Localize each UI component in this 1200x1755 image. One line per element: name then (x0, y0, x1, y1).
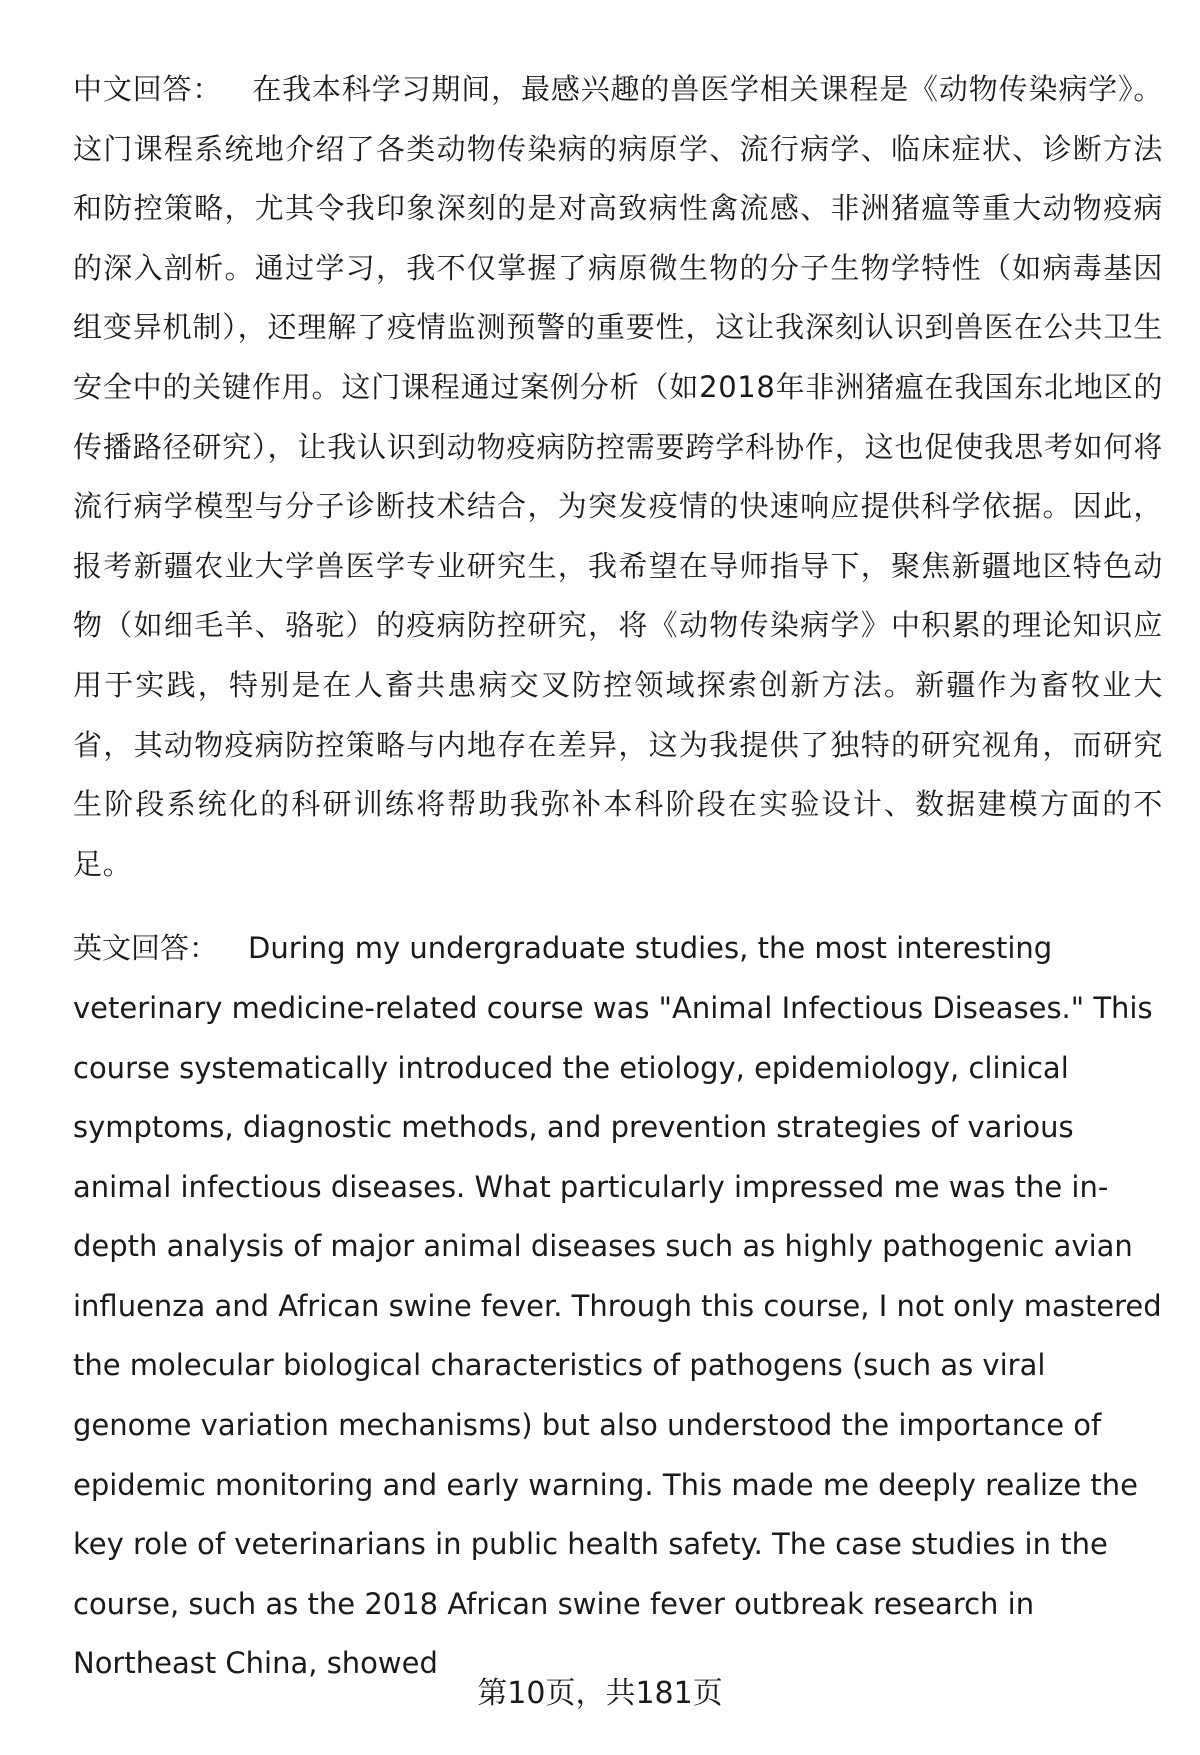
document-body (73, 60, 1163, 1694)
english-answer-paragraph (73, 919, 1163, 1694)
english-answer-label: 英文回答： (73, 931, 219, 966)
chinese-answer-paragraph (73, 60, 1163, 894)
english-answer-text: During my undergraduate studies, the most interesting veterinary medicine-related course was "Animal Infectious Diseases." This course systematically introduced the etiology, epidemiology, clinical symptoms, diagnostic methods, and prevention strategies of various animal infectious diseases. What particularly impressed me was the in-depth analysis of major animal diseases such as highly pathogenic avian influenza and African swine fever. Through this course, I not only mastered the molecular biological characteristics of pathogens (such as viral genome variation mechanisms) but also understood the importance of epidemic monitoring and early warning. This made me deeply realize the key role of veterinarians in public health safety. The case studies in the course, such as the 2018 African swine fever outbreak research in Northeast China, showed (73, 931, 1162, 1681)
chinese-answer-text: 在我本科学习期间，最感兴趣的兽医学相关课程是《动物传染病学》。这门课程系统地介绍了各类动物传染病的病原学、流行病学、临床症状、诊断方法和防控策略，尤其令我印象深刻的是对高致病性禽流感、非洲猪瘟等重大动物疫病的深入剖析。通过学习，我不仅掌握了病原微生物的分子生物学特性（如病毒基因组变异机制），还理解了疫情监测预警的重要性，这让我深刻认识到兽医在公共卫生安全中的关键作用。这门课程通过案例分析（如2018年非洲猪瘟在我国东北地区的传播路径研究），让我认识到动物疫病防控需要跨学科协作，这也促使我思考如何将流行病学模型与分子诊断技术结合，为突发疫情的快速响应提供科学依据。因此，报考新疆农业大学兽医学专业研究生，我希望在导师指导下，聚焦新疆地区特色动物（如细毛羊、骆驼）的疫病防控研究，将《动物传染病学》中积累的理论知识应用于实践，特别是在人畜共患病交叉防控领域探索创新方法。新疆作为畜牧业大省，其动物疫病防控策略与内地存在差异，这为我提供了独特的研究视角，而研究生阶段系统化的科研训练将帮助我弥补本科阶段在实验设计、数据建模方面的不足。 (73, 72, 1163, 881)
chinese-answer-label: 中文回答： (73, 72, 223, 106)
page-number-footer: 第10页，共181页 (477, 1676, 723, 1711)
